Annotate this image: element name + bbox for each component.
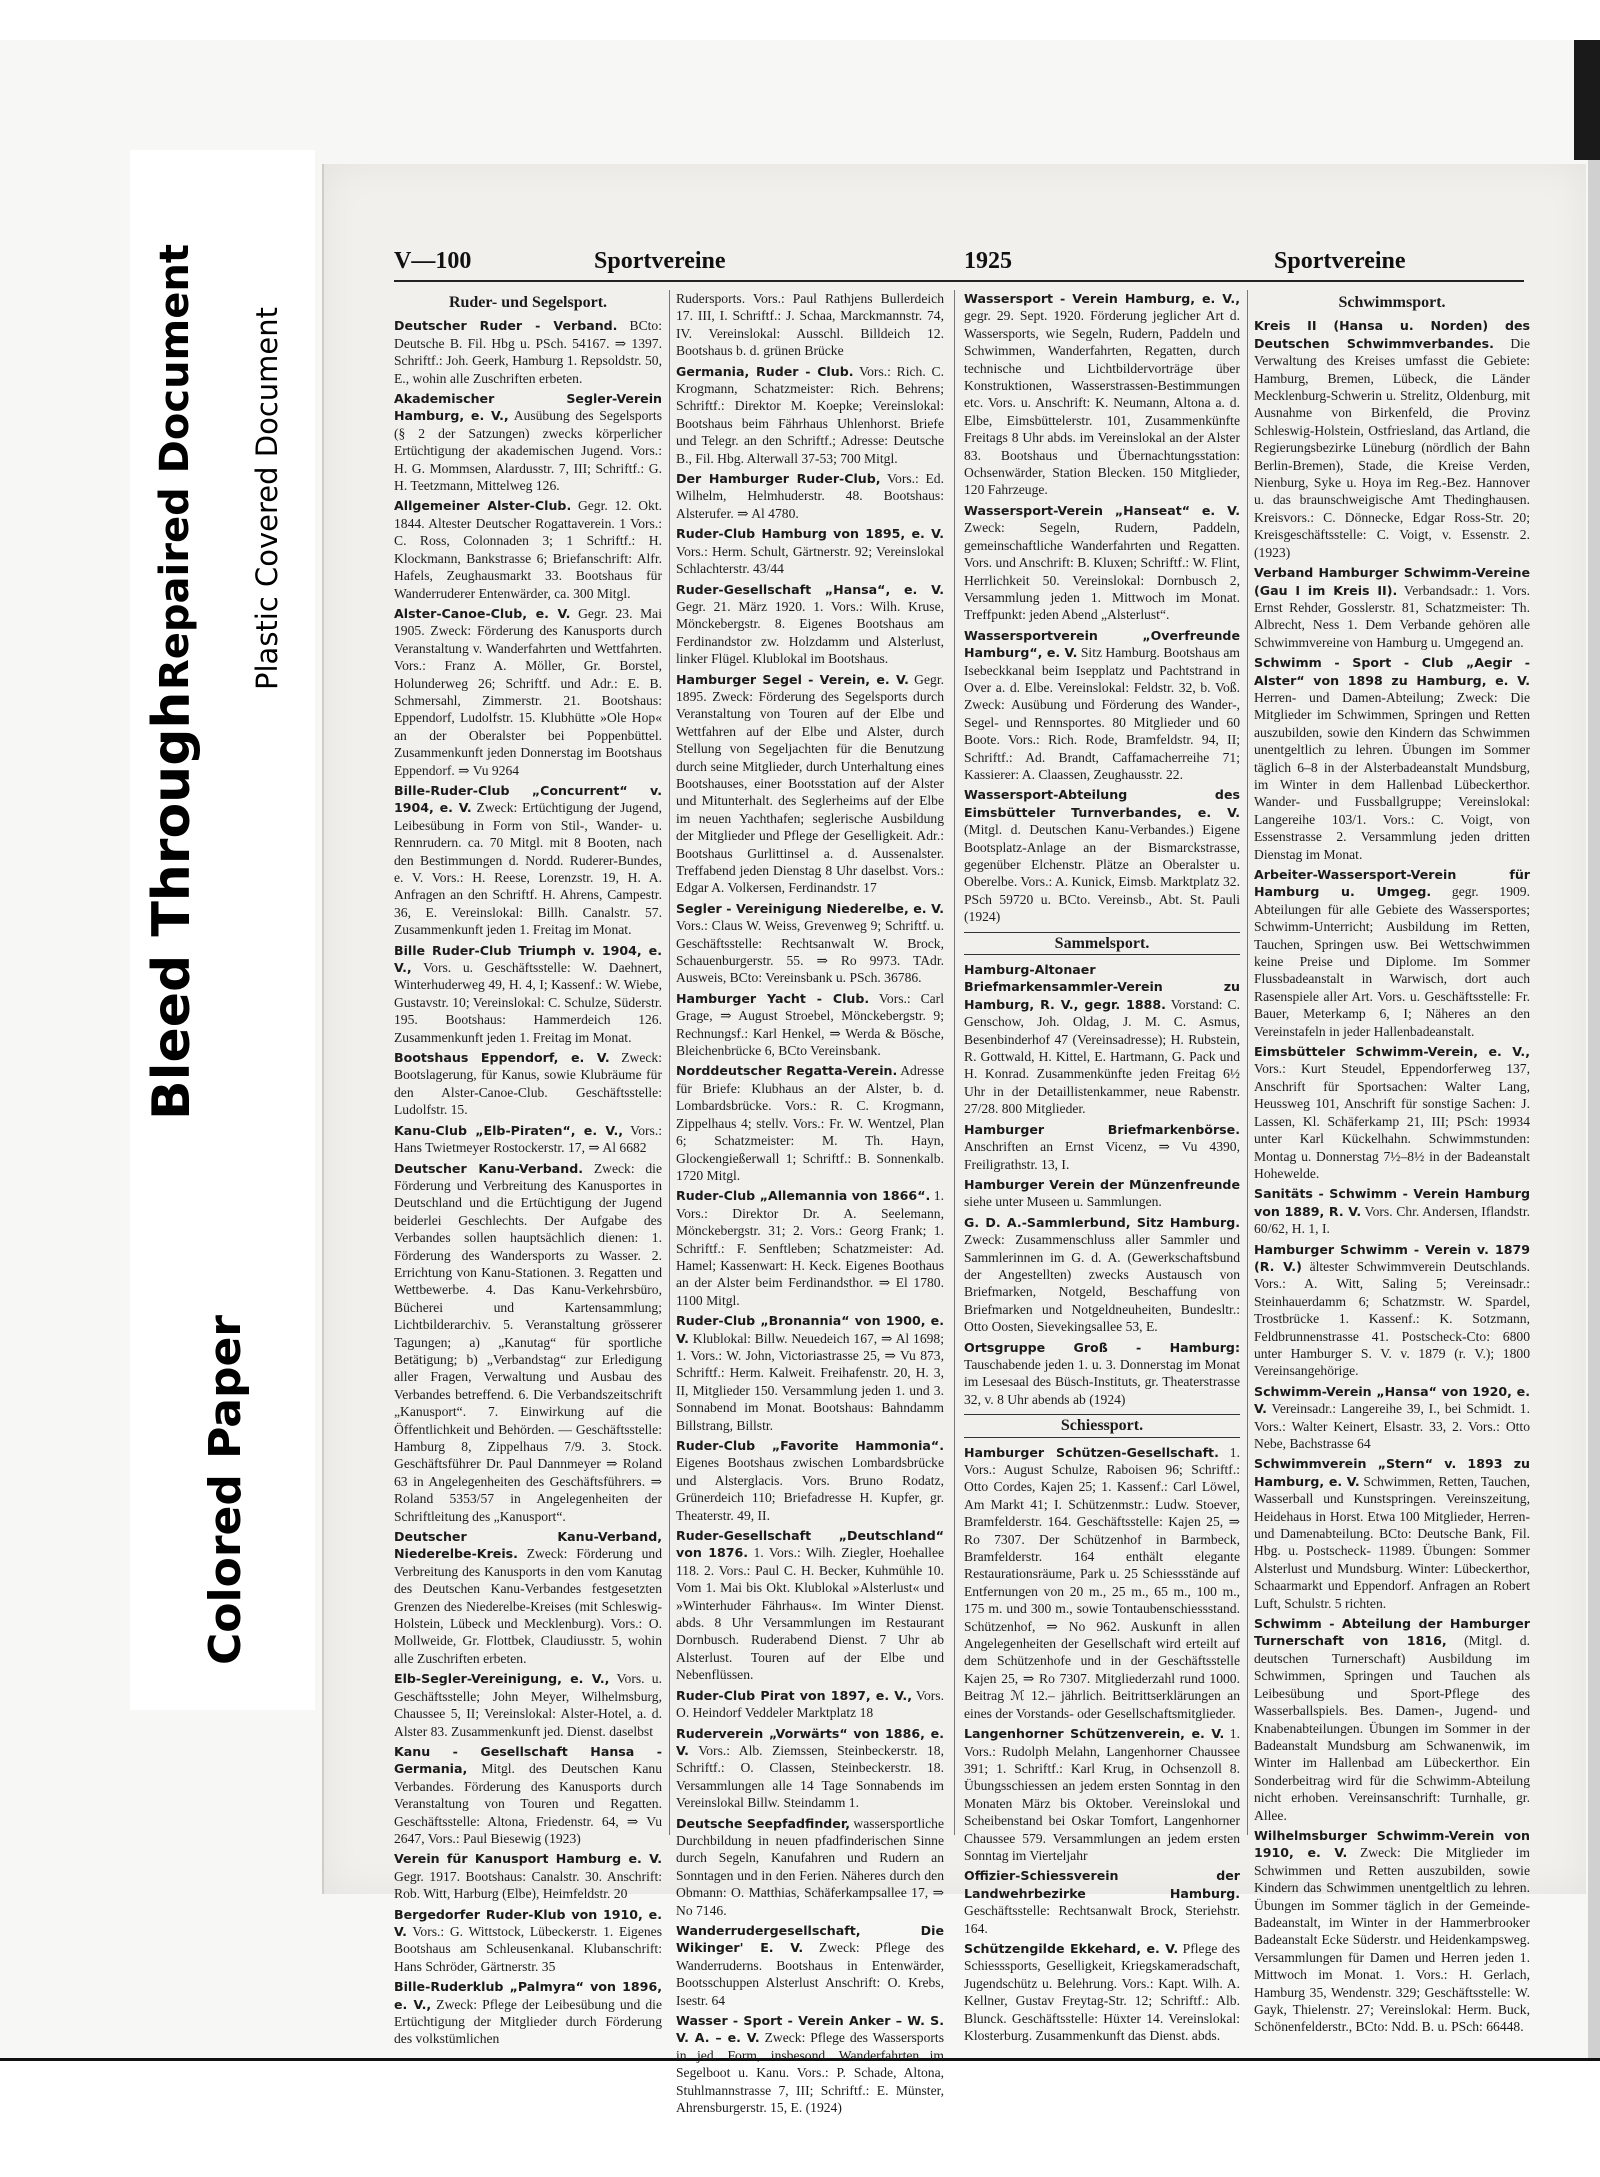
directory-entry	[1254, 1827, 1530, 2036]
entry-name: Hamburger Yacht - Club.	[676, 990, 870, 1006]
entry-name: Kreis II (Hansa u. Norden) des Deutschen Schwimmverbandes.	[1254, 318, 1530, 351]
entry-name: Sanitäts - Schwimm - Verein Hamburg von 1889, R. V.	[1254, 1186, 1530, 1219]
directory-entry	[394, 1049, 662, 1119]
repaired-document-label: Repaired Document	[152, 244, 198, 690]
entry-name: Norddeutscher Regatta-Verein.	[676, 1063, 898, 1079]
entry-text: BCto: Deutsche B. Fil. Hbg u. PSch. 54167. ⇒ 1397. Schriftf.: Joh. Geerk, Hamburg 1. Repsoldstr. 50, E., wohin alle Zuschriften erbeten.	[394, 318, 662, 386]
entry-name: Hamburger Verein der Münzenfreunde	[964, 1176, 1240, 1192]
entry-name: Alster-Canoe-Club, e. V.	[394, 605, 571, 621]
entry-name: Elb-Segler-Vereinigung, e. V.,	[394, 1671, 610, 1687]
entry-name: Verein für Kanusport Hamburg e. V.	[394, 1851, 662, 1867]
entry-text: Tauschabende jeden 1. u. 3. Donnerstag im Monat im Lesesaal des Büsch-Instituts, gr. Theaterstrasse 32, v. 8 Uhr abends ab (1924)	[964, 1356, 1240, 1407]
entry-text: Vors.: Alb. Ziemssen, Steinbeckerstr. 18, Schriftf.: O. Classen, Steinbeckerstr. 18. Versammlungen alle 14 Tage Sonnabends im Vereinslokal Billw. Steindamm 1.	[676, 1742, 944, 1811]
directory-entry	[676, 470, 944, 522]
entry-text: Vors.: Herm. Schult, Gärtnerstr. 92; Vereinslokal Schlachterstr. 43/44	[676, 543, 944, 577]
entry-text: Geschäftsstelle: Rechtsanwalt Brock, Steriehstr. 164.	[964, 1903, 1240, 1936]
entry-name: Ruder-Club Hamburg von 1895, e. V.	[676, 526, 944, 542]
entry-name: Wanderrudergesellschaft, Die Wikinger' E. V.	[676, 1922, 944, 1956]
directory-entry	[676, 525, 944, 577]
directory-entry	[676, 363, 944, 467]
entry-text: ältester Schwimmverein Deutschlands. Vors.: A. Witt, Saling 5; Vereinsadr.: Steinhauerdamm 6; Schatzmstr. W. Spardel, Trostbrücke 1. Kassenf.: K. Sotzmann, Feldbrunnenstrasse 41. Postscheck-Cto: 6800 unter Hamburger S. V. v. 1879 (r. V.); 1800 Vereinsangehörige.	[1254, 1258, 1530, 1379]
directory-entry	[676, 671, 944, 897]
scan-edge-shadow	[1574, 40, 1600, 160]
entry-text: gegr. 1909. Abteilungen für alle Gebiete des Wassersportes; Schwimm-Unterricht; Ausbildung im Retten, Tauchen, Springen usw. Bei Wettschwimmen keine Preise und Diplome. Im Sommer Flussbadeanstalt in Warwisch, dort auch Rasenspiele aller Art. Vors. u. Geschäftsstelle: Fr. Bauer, Meterkamp 6, I; Näheres an den Vereinstafeln in jeder Hallenbadeanstalt.	[1254, 884, 1530, 1039]
entry-text: Zweck: Die Mitglieder im Schwimmen und Retten auszubilden, sowie Kindern das Schwimmen unentgeltlich zu lehren. Übungen im Sommer täglich in der Gemeinde-Badeanstalt, im Winter in der Hammerbrooker Badeanstalt Ecke Süderstr. und Heidenkampsweg. Versammlungen für Damen und Herren jeden 1. Mittwoch im Monat. 1. Vors.: H. Gerlach, Hamburg 35, Wendenstr. 329; Geschäftsstelle: W. Gayk, Thielenstr. 27; Vereinslokal: Herm. Buck, Schönenfelderstr., BCto: Ndd. B. u. PSch: 66448.	[1254, 1845, 1530, 2035]
column-2	[676, 290, 945, 2116]
column-divider	[669, 290, 670, 1835]
entry-text: 1. Vors.: August Schulze, Raboisen 96; Schriftf.: Otto Cordes, Kajen 25; 1. Kassenf.: Carl Löwel, Am Markt 41; I. Schützenmstr.: Ludw. Stoever, Bramfelderstr. 164. Geschäftsstelle: Kajen 25, ⇒ Ro 7307. Der Schützenhof in Barmbeck, Bramfelderstr. 164 enthält elegante Restaurationsräume, Park u. 25 Schiessstände auf Entfernungen von 20 m., 25 m., 65 m., 100 m., 175 m. und 300 m., sowie Tontaubenschiessstand. Schützenhof, ⇒ No 962. Auskunft in allen Angelegenheiten der Gesellschaft wird erteilt auf dem Schützenhofe und in der Geschäftsstelle Kajen 25, ⇒ Ro 7307. Mitgliederzahl rund 1000. Beitrag ℳ 12.– jährlich. Beitrittserklärungen an eines der Vorstands- oder Gesellschaftsmitglieder.	[964, 1444, 1240, 1721]
section-heading-schiess: Schiessport.	[964, 1414, 1240, 1437]
entry-text: Schwimmen, Retten, Tauchen, Wasserball und Kunstspringen. Vereinszeitung, Heidehaus in Horst. Etwa 100 Mitglieder, Herren- und Damenabteilung. BCto: Deutsche Bank, Fil. Hbg. u. Postscheck- 11989. Übungen: Sommer Alsterlust und Mundsburg. Winter: Lübeckerthor, Schaarmarkt und Eppendorf. Anfragen an Robert Luft, Schulstr. 5 richten.	[1254, 1473, 1531, 1611]
entry-name: Hamburger Schwimm - Verein v. 1879 (R. V.)	[1254, 1241, 1530, 1274]
entry-text: Zweck: Ertüchtigung der Jugend, Leibesübung in Form von Stil-, Wander- u. Rennrudern. ca. 70 Mitgl. mit 8 Booten, nach den Bestimmungen d. Nordd. Ruderer-Bundes, e. V. Vors.: H. Reese, Lorenzstr. 19, H. A. Anfragen an den Schriftf. H. Ahrens, Campestr. 36, E. Vereinslokal: Billh. Canalstr. 57. Zusammenkunft jeden 1. Freitag im Monat.	[394, 800, 662, 938]
entry-text: (Mitgl. d. Deutschen Kanu-Verbandes.) Eigene Bootsplatz-Anlage an der Bismarckstrasse, gegenüber Elchenstr. Plätze an Oberalster u. Oberelbe. Vors.: A. Kunick, Eimsb. Marktplatz 32. PSch 59720 u. BCto. Vereinsb., Abt. St. Pauli (1924)	[964, 822, 1240, 925]
directory-entry	[394, 1122, 662, 1157]
directory-entry	[1254, 1241, 1530, 1380]
entry-name: Wilhelmsburger Schwimm-Verein von 1910, e. V.	[1254, 1827, 1530, 1861]
entry-text: Verbandsadr.: 1. Vors. Ernst Rehder, Gosslerstr. 81, Schatzmeister: Th. Albrecht, Ness 1. Dem Verbande gehören alle Schwimmvereine von Hamburg u. Umgegend an.	[1254, 582, 1530, 650]
entry-name: Deutscher Kanu-Verband, Niederelbe-Kreis.	[394, 1529, 662, 1562]
entry-text: Zweck: Pflege des Wanderruderns. Bootshaus in Entenwärder, Bootsschuppen Alsterlust Anschrift: O. Krebs, Isestr. 64	[676, 1940, 944, 2008]
entry-text: (Mitgl. d. deutschen Turnerschaft) Ausbildung im Schwimmen, Springen und Tauchen als Leibesübung und Sport-Pflege des Wasserballspiels. Bes. Damen-, Jugend- und Knabenabteilungen. Übungen im Sommer in der Badeanstalt Mundsburg am Schwanenwik, im Winter im Hallenbad am Lübeckerthor. Ein Sonderbeitrag wird für die Schwimm-Abteilung nicht erhoben. Vereinsanschrift: Turnhalle, gr. Allee.	[1254, 1633, 1530, 1823]
entry-text: Vors. u. Geschäftsstelle: W. Daehnert, Winterhuderweg 49, H. 4, I; Kassenf.: W. Wiebe, Gustavstr. 10; Vereinslokal: C. Schulze, Süderstr. 195. Bootshaus: Hammerdeich 126. Zusammenkunft jeden 1. Freitag im Monat.	[394, 960, 662, 1045]
entry-name: Bergedorfer Ruder-Klub von 1910, e. V.	[394, 1906, 662, 1939]
entry-name: Ortsgruppe Groß - Hamburg:	[964, 1339, 1240, 1355]
directory-entry	[964, 1725, 1240, 1864]
directory-entry	[964, 1444, 1240, 1723]
header-left-title: Sportvereine	[594, 248, 726, 274]
entry-text: Gegr. 21. März 1920. 1. Vors.: Wilh. Kruse, Mönckebergstr. 8. Eigenes Bootshaus am Ferdinandstor zw. Holzdamm und Alsterlust, linker Flügel. Klublokal im Bootshaus.	[676, 598, 944, 667]
entry-name: Deutscher Kanu-Verband.	[394, 1160, 584, 1176]
entry-text: Zweck: Pflege der Leibesübung und die Ertüchtigung der Mitglieder durch Förderung des volkstümlichen	[394, 1996, 662, 2047]
directory-entry	[964, 290, 1240, 499]
entry-name: Hamburger Briefmarkenbörse.	[964, 1121, 1240, 1137]
entry-name: Ruder-Gesellschaft „Hansa“, e. V.	[676, 581, 944, 597]
entry-text: Eigenes Bootshaus zwischen Lombardsbrücke und Alsterglacis. Vors. Bruno Rodatz, Grünerdeich 110; Briefadresse H. Kupfer, gr. Theaterstr. 49, II.	[676, 1455, 944, 1523]
entry-text: Mitgl. des Deutschen Kanu Verbandes. Förderung des Kanusports durch Veranstaltung von Touren und Regatten. Geschäftsstelle: Altona, Friedenstr. 64, ⇒ Vu 2647, Vors.: Paul Biesewig (1923)	[394, 1761, 662, 1846]
directory-entry	[676, 1312, 944, 1434]
directory-entry	[676, 1527, 944, 1684]
directory-entry	[1254, 317, 1530, 561]
entry-name: Bille Ruder-Club Triumph v. 1904, e. V.,	[394, 942, 662, 976]
entry-name: Hamburger Schützen-Gesellschaft.	[964, 1444, 1219, 1460]
page-number: V—100	[394, 248, 472, 274]
header-right-title: Sportvereine	[1274, 248, 1406, 274]
entry-name: Kanu-Club „Elb-Piraten“, e. V.,	[394, 1122, 624, 1138]
directory-entry	[1254, 1185, 1530, 1237]
entry-text: Zweck: die Förderung und Verbreitung des Kanusportes in Deutschland und die Ertüchtigung der Jugend beiderlei Geschlechts. Der Aufgabe des Verbandes sollen hauptsächlich dienen: 1. Förderung des Wandersports zu Wasser. 2. Errichtung von Kanu-Stationen. 3. Regatten und Wettbewerbe. 4. Das Kanu-Verkehrsbüro, Bücherei und Kartensammlung; Lichtbilderarchiv. 5. Veranstaltung grösserer Tagungen; a) „Kanutag“ für sportliche Betätigung; b) „Verbandstag“ zur Erledigung aller Fragen, Verwaltung und Ausbau des Verbandes betreffend. 6. Die Verbandszeitschrift „Kanusport“. 7. Einwirkung auf die Öffentlichkeit und Behörden. — Geschäftsstelle: Hamburg 8, Zippelhaus 7/9. 3. Stock. Geschäftsführer Dr. Paul Dannmeyer ⇒ Roland 63 in Angelegenheiten des Geschäftsführers. ⇒ Roland 5353/57 in Angelegenheiten der Schriftleitung des „Kanusport“.	[394, 1160, 662, 1524]
directory-entry	[394, 1743, 662, 1847]
entry-name: G. D. A.-Sammlerbund, Sitz Hamburg.	[964, 1214, 1240, 1230]
directory-entry	[676, 1062, 944, 1184]
directory-entry	[1254, 1455, 1530, 1612]
entry-name: Allgemeiner Alster-Club.	[394, 498, 572, 514]
entry-name: Langenhorner Schützenverein, e. V.	[964, 1726, 1225, 1742]
directory-entry	[1254, 1043, 1530, 1182]
entry-text: Zweck: Bootslagerung, für Kanus, sowie Klubräume für den Alster-Canoe-Club. Geschäftsstelle: Ludolfstr. 15.	[394, 1050, 662, 1118]
directory-entry	[964, 1176, 1240, 1211]
entry-name: Deutscher Ruder - Verband.	[394, 318, 618, 334]
entry-text: wassersportliche Durchbildung in neuen pfadfinderischen Sinne durch Segeln, Kanufahren und Rudern an Sonntagen und in den Ferien. Näheres durch den Obmann: O. Matthias, Schäferkampsallee 17, ⇒ No 7146.	[676, 1815, 945, 1918]
entry-name: Der Hamburger Ruder-Club,	[676, 471, 881, 487]
entry-text: Vors.: Carl Grage, ⇒ August Stroebel, Mönckebergstr. 9; Rechnungsf.: Karl Henkel, ⇒ Werda & Bösche, Bleichenbrücke 6, BCto Vereinsbank.	[676, 990, 944, 1059]
directory-entry	[676, 581, 944, 668]
entry-name: Germania, Ruder - Club.	[676, 363, 854, 379]
entry-text: Zweck: Zusammenschluss aller Sammler und Sammlerinnen im G. d. A. (Gewerkschaftsbund der Angestellten) zwecks Austausch von Briefmarken, Notgeld, Beschaffung von Briefmarken und Notgeldneuheiten, Bundesltr.: Otto Oosten, Sievekingsallee 53, E.	[964, 1232, 1240, 1335]
document-page	[322, 164, 1586, 2116]
directory-entry	[394, 390, 662, 494]
header-year: 1925	[964, 248, 1012, 274]
column-3	[964, 290, 1241, 2043]
entry-text: Klublokal: Billw. Neuedeich 167, ⇒ Al 1698; 1. Vors.: W. John, Victoriastrasse 25, ⇒ Vu 873, Schriftf.: Herm. Kalweit. Freihafenstr. 20, H. 3, II, Mitglieder 150. Versammlung jeden 1. und 3. Sonnabend im Monat. Bootshaus: Bahndamm Billstrang, Billstr.	[676, 1330, 944, 1433]
entry-text: Anschriften an Ernst Vicenz, ⇒ Vu 4390, Freiligrathstr. 13, I.	[964, 1139, 1240, 1172]
entry-name: Wassersportverein „Overfreunde Hamburg“, e. V.	[964, 627, 1240, 661]
directory-entry	[676, 1725, 944, 1812]
section-heading-sammel: Sammelsport.	[964, 932, 1240, 955]
directory-entry	[394, 942, 662, 1046]
column-4	[1254, 290, 1531, 2035]
entry-name: Ruder-Gesellschaft „Deutschland“ von 1876.	[676, 1528, 944, 1561]
entry-text: gegr. 29. Sept. 1920. Förderung jeglicher Art d. Wassersports, wie Segeln, Rudern, Paddeln und Schwimmen, Wanderfahrten, Regatten, durch technische und Lichtbildervorträge über Konstruktionen, Wasserstrassen-Bestimmungen etc. Vors. u. Anschrift: K. Neumann, Altona a. d. Elbe, Eimsbüttelerstr. 101, Zusammenkünfte Freitags 8 Uhr abds. im Vereinslokal an der Alster 83. Bootshaus und Übernachtungsstation: Ochsenwärder, Station Blecken. 150 Mitglieder, 120 Fahrzeuge.	[964, 308, 1240, 498]
column-1	[394, 290, 663, 2047]
entry-text: Gegr. 12. Okt. 1844. Altester Deutscher Rogattaverein. 1 Vors.: C. Ross, Colonnaden 3; 1 Schriftf.: H. Klockmann, Bankstrasse 6; Briefanschrift: Alfr. Hafels, Zeughausmarkt 33. Bootshaus für Wanderruderer Entenwärder, ca. 300 Mitgl.	[394, 498, 662, 601]
entry-name: Kanu - Gesellschaft Hansa - Germania,	[394, 1743, 662, 1777]
directory-entry	[1254, 654, 1530, 863]
directory-entry	[964, 502, 1240, 624]
entry-name: Deutsche Seepfadfinder,	[676, 1815, 850, 1831]
entry-name: Offizier-Schiessverein der Landwehrbezirke Hamburg.	[964, 1868, 1240, 1901]
directory-entry	[964, 786, 1240, 925]
plastic-covered-label: Plastic Covered Document	[250, 306, 284, 690]
entry-name: Hamburger Segel - Verein, e. V.	[676, 671, 909, 687]
column-divider	[954, 290, 955, 1835]
entry-name: Arbeiter-Wassersport-Verein für Hamburg u. Umgeg.	[1254, 867, 1530, 900]
entry-text: Vors.: Hans Twietmeyer Rostockerstr. 17, ⇒ Al 6682	[394, 1122, 662, 1156]
directory-entry	[1254, 1615, 1530, 1824]
directory-entry	[964, 961, 1240, 1118]
section-heading-ruder: Ruder- und Segelsport.	[448, 294, 608, 311]
directory-entry	[964, 1867, 1240, 1937]
entry-text: Vorstand: C. Genschow, Joh. Oldag, J. M. C. Asmus, Besenbinderhof 47 (Vereinsadresse); H. Rubstein, R. Gottwald, H. Kittel, E. Hartmann, G. Pack und H. Konrad. Zusammenkünfte jeden Freitag 6½ Uhr in der Detaillistenkammer, neue Rabenstr. 27/28. 800 Mitglieder.	[964, 996, 1241, 1117]
entry-text: Vors. O. Heindorf Veddeler Marktplatz 18	[676, 1687, 944, 1721]
directory-entry	[1254, 1383, 1530, 1453]
entry-text: Vors.: Rich. C. Krogmann, Schatzmeister: Rich. Behrens; Schriftf.: Direktor M. Koepke; Vereinslokal: Bootshaus beim Fährhaus Uhlenhorst. Briefe und Telegr. an den Schriftf.; Adresse: Deutsche B., Fil. Hbg. Alterwall 37-53; 700 Mitgl.	[676, 363, 944, 466]
entry-text: Adresse für Briefe: Klubhaus an der Alster, b. d. Lombardsbrücke. Vors.: R. C. Krogmann, Zippelhaus 4; stellv. Vors.: Fr. W. Wentzel, Plan 6; Schatzmeister: M. Th. Hayn, Glockengießerwall 1; Schriftf.: B. Sonnenkalb. 1720 Mitgl.	[676, 1063, 944, 1183]
directory-entry	[394, 1528, 662, 1667]
scan-edge-strip	[1588, 160, 1600, 2060]
directory-entry	[964, 1214, 1240, 1336]
entry-name: Segler - Vereinigung Niederelbe, e. V.	[676, 900, 944, 916]
entry-text: Vors.: Kurt Steudel, Eppendorferweg 137, Anschrift für Sportsachen: Walter Lang, Heussweg 101, Anschrift für sonstige Sachen: J. Lassen, Kl. Schäferkamp 21, III; PSch: 19934 unter Karl Kückelhahn. Schwimmstunden: Montag u. Donnerstag 7½–8½ in der Badeanstalt Hohewelde.	[1254, 1061, 1530, 1181]
directory-entry	[1254, 564, 1530, 651]
directory-entry	[394, 497, 662, 601]
entry-name: Schwimm - Sport - Club „Aegir - Alster“ von 1898 zu Hamburg, e. V.	[1254, 655, 1530, 688]
directory-entry	[676, 290, 944, 360]
directory-entry	[394, 605, 662, 779]
entry-text: Vereinsadr.: Langereihe 39, I., bei Schmidt. 1. Vors.: Walter Keinert, Elsastr. 33, 2. Vors.: Otto Nebe, Bachstrasse 64	[1254, 1401, 1531, 1451]
entry-text: Herren- und Damen-Abteilung; Zweck: Die Mitglieder im Schwimmen, Springen und Retten auszubilden, sowie den Kindern das Schwimmen unentgeltlich zu lehren. Übungen im Sommer täglich 6–8 in der Alsterbadeanstalt Mundsburg, im Winter in dem Hallenbad Lübeckerthor. Wander- und Fussballgruppe; Vereinslokal: Langereihe 103/1. Vors.: C. Voigt, von Essenstrasse 2. Versammlung jeden dritten Dienstag im Monat.	[1254, 689, 1530, 862]
directory-entry	[964, 1940, 1240, 2044]
entry-text: Vors.: Claus W. Weiss, Grevenweg 9; Schriftf. u. Geschäftsstelle: Rechtsanwalt W. Brock, Schauenburgerstr. 55. ⇒ Ro 9973. TAdr. Ausweis, BCto: Vereinsbank u. PSch. 36786.	[676, 918, 944, 986]
colored-paper-label: Colored Paper	[200, 1315, 251, 1665]
entry-name: Schwimm - Abteilung der Hamburger Turnerschaft von 1816,	[1254, 1616, 1530, 1649]
directory-entry	[394, 1850, 662, 1902]
bleed-through-label: Bleed Through	[142, 691, 202, 1120]
page-header	[394, 246, 1524, 282]
entry-name: Bille-Ruder-Club „Concurrent“ v. 1904, e. V.	[394, 782, 662, 816]
entry-name: Schützengilde Ekkehard, e. V.	[964, 1940, 1179, 1956]
directory-entry	[394, 1160, 662, 1526]
entry-text: Ausübung des Segelsports (§ 2 der Satzungen) zwecks körperlicher Ertüchtigung der akademischen Jugend. Vors.: H. G. Mommsen, Alardusstr. 7, III; Schriftf.: G. H. Teetzmann, Mittelweg 126.	[394, 408, 662, 494]
entry-name: Ruder-Club Pirat von 1897, e. V.,	[676, 1687, 912, 1703]
directory-entry	[964, 1339, 1240, 1409]
entry-name: Wassersport - Verein Hamburg, e. V.,	[964, 291, 1240, 306]
entry-text: Vors.: G. Wittstock, Lübeckerstr. 1. Eigenes Bootshaus am Schleusenkanal. Klubanschrift: Hans Schröder, Gärtnerstr. 35	[394, 1923, 662, 1974]
entry-text: Rudersports. Vors.: Paul Rathjens Bullerdeich 17. III, I. Schriftf.: J. Schaa, Marckmannstr. 74, IV. Vereinslokal: Ausschl. Billdeich 12. Bootshaus b. d. grünen Brücke	[676, 291, 944, 359]
entry-name: Wassersport-Abteilung des Eimsbütteler Turnverbandes, e. V.	[964, 787, 1240, 820]
directory-entry	[676, 1187, 944, 1309]
entry-text: Die Verwaltung des Kreises umfasst die Gebiete: Hamburg, Bremen, Lübeck, die Länder Mecklenburg-Schwerin u. Strelitz, Oldenburg, mit Ausnahme von Birkenfeld, die Provinz Schleswig-Holstein, Ostfriesland, das Artland, die Regierungsbezirke Lüneburg (nördlich der Bahn Berlin-Bremen), Stade, die Kreise Verden, Nienburg, Syke u. Hoya im Reg.-Bez. Hannover u. das braunschweigische Amt Thedinghausen. Kreisvors.: C. Dönnecke, Edgar Ross-Str. 20; Kreisgeschäftsstelle: C. Voigt, v. Essenstr. 2. (1923)	[1254, 335, 1530, 560]
column-divider	[1247, 290, 1248, 1835]
entry-text: Gegr. 1917. Bootshaus: Canalstr. 30. Anschrift: Rob. Witt, Harburg (Elbe), Heimfeldstr. 20	[394, 1868, 662, 1902]
entry-name: Hamburg-Altonaer Briefmarkensammler-Verein zu Hamburg, R. V., gegr. 1888.	[964, 962, 1240, 1012]
entry-name: Ruder-Club „Bronannia“ von 1900, e. V.	[676, 1313, 944, 1346]
entry-name: Verband Hamburger Schwimm-Vereine (Gau I im Kreis II).	[1254, 565, 1530, 598]
entry-name: Bille-Ruderklub „Palmyra“ von 1896, e. V.,	[394, 1979, 662, 2012]
entry-text: 1. Vors.: Wilh. Ziegler, Hoehallee 118. 2. Vors.: Paul C. H. Becker, Kuhmühle 10. Vom 1. Mai bis Okt. Klublokal »Alsterlust« und »Winterhuder Fährhaus«. Im Winter Dienst. abds. 8 Uhr Versammlungen im Restaurant Dornbusch. Ruderabend Dienst. 7 Uhr ab Alsterlust. Touren auf der Elbe und Nebenflüssen.	[676, 1545, 945, 1683]
entry-text: Pflege des Schiesssports, Geselligkeit, Kriegskameradschaft, Jugendschütz u. Belehrung. Vors.: Kapt. Wilh. A. Kellner, Gustav Freytag-Str. 12; Schriftf.: Alb. Blunck. Geschäftsstelle: Hüxter 14. Vereinslokal: Klosterburg. Zusammenkunft das Dienst. abds.	[964, 1940, 1240, 2043]
directory-entry	[1254, 866, 1530, 1040]
entry-text: Gegr. 23. Mai 1905. Zweck: Förderung des Kanusports durch Veranstaltung v. Wanderfahrten und Wettfahrten. Vors.: Franz A. Möller, Gr. Borstel, Holunderweg 26; Schriftf. und Adr.: E. B. Schmersahl, Zimmerstr. 21. Bootshaus: Eppendorf, Ludolfstr. 15. Klubhütte »Ole Hop« an der Oberalster bei Poppenbüttel. Zusammenkunft jeden Donnerstag im Bootshaus Eppendorf. ⇒ Vu 9264	[394, 605, 662, 778]
entry-name: Akademischer Segler-Verein Hamburg, e. V.,	[394, 391, 662, 424]
entry-name: Bootshaus Eppendorf, e. V.	[394, 1050, 610, 1066]
directory-entry	[394, 782, 662, 939]
entry-name: Wasser - Sport - Verein Anker – W. S. V. A. – e. V.	[676, 2013, 944, 2046]
entry-text: Zweck: Segeln, Rudern, Paddeln, gemeinschaftliche Wanderfahrten und Regatten. Vors. und Anschrift: B. Kluxen; Schriftf.: W. Flint, Herrlichkeit 50. Vereinslokal: Dornbusch 2, Versammlung jeden 1. Mittwoch im Monat. Treffpunkt: jeden Abend „Alsterlust“.	[964, 520, 1240, 623]
entry-text: Zweck: Förderung und Verbreitung des Kanusports in den vom Kanutag des Deutschen Kanu-Verbandes festgesetzten Grenzen des Niederelbe-Kreises (mit Schleswig-Holstein, Lübeck und Mecklenburg). Vors.: O. Mollweide, Gr. Flottbek, Claudiusstr. 5, wohin alle Zuschriften erbeten.	[394, 1546, 662, 1666]
entry-name: Ruderverein „Vorwärts“ von 1886, e. V.	[676, 1725, 944, 1758]
section-heading-schwimm: Schwimmsport.	[1338, 294, 1446, 311]
directory-entry	[676, 1437, 944, 1524]
directory-entry	[676, 1687, 944, 1722]
entry-name: Eimsbütteler Schwimm-Verein, e. V.,	[1254, 1044, 1530, 1060]
entry-text: 1. Vors.: Direktor Dr. A. Seelemann, Mönckebergstr. 31; 2. Vors.: Georg Frank; 1. Schriftf.: F. Senftleben; Schatzmeister: Ad. Hamel; Kassenwart: H. Keck. Eigenes Boothaus an der Alster beim Ferdinandsthor. ⇒ El 1780. 1100 Mitgl.	[676, 1188, 944, 1308]
entry-text: 1. Vors.: Rudolph Melahn, Langenhorner Chaussee 391; 1. Schriftf.: Karl Krug, in Ochsenzoll 8. Übungsschiessen an jedem ersten Sonntag in den Monaten März bis Oktober. Vereinslokal und Scheibenstand bei Oskar Tomfort, Langenhorner Chaussee 579. Versammlungen an jedem ersten Sonntag im Vierteljahr	[964, 1726, 1240, 1863]
directory-entry	[676, 1922, 944, 2009]
entry-name: Schwimmverein „Stern“ v. 1893 zu Hamburg, e. V.	[1254, 1456, 1530, 1489]
entry-name: Schwimm-Verein „Hansa“ von 1920, e. V.	[1254, 1383, 1530, 1417]
directory-entry	[394, 1978, 662, 2048]
directory-entry	[394, 1670, 662, 1740]
directory-entry	[964, 627, 1240, 784]
entry-name: Ruder-Club „Allemannia von 1866“.	[676, 1188, 931, 1204]
directory-entry	[676, 1815, 944, 1919]
directory-entry	[676, 900, 944, 987]
entry-text: Vors. Chr. Andersen, Iflandstr. 60/62, H. 1, I.	[1254, 1203, 1531, 1237]
entry-text: Zweck: Pflege des Wassersports in jed. Form, insbesond. Wanderfahrten im Segelboot u. Kanu. Vors.: P. Schade, Altona, Stuhlmannstrasse 7, III; Schriftf.: E. Münster, Ahrensburgerstr. 15, E. (1924)	[676, 2030, 944, 2116]
entry-text: Gegr. 1895. Zweck: Förderung des Segelsports durch Veranstaltung von Touren auf der Elbe und Wettfahren auf der Elbe und Alster, durch Stellung von Segeljachten für die Benutzung durch seine Mitglieder, durch Unterhaltung eines Bootshauses, einer Bootsstation auf der Alster und Mitunterhalt. des Seglerheims auf der Elbe im neuen Yachthafen; seglerische Ausbildung der Mitglieder und Pflege der Geselligkeit. Adr.: Bootshaus Gurlittinsel a. d. Aussenalster. Treffabend jeden Dienstag 8 Uhr daselbst. Vors.: Edgar A. Volkersen, Ferdinandstr. 17	[676, 671, 944, 896]
directory-entry	[676, 2012, 944, 2116]
directory-entry	[964, 1121, 1240, 1173]
entry-text: Vors. u. Geschäftsstelle; John Meyer, Wilhelmsburg, Chaussee 5, II; Vereinslokal: Alster-Hotel, a. d. Alster 83. Zusammenkunft jed. Dienst. daselbst	[394, 1671, 663, 1739]
entry-text: siehe unter Museen u. Sammlungen.	[964, 1194, 1162, 1210]
directory-entry	[394, 317, 662, 387]
entry-text: Vors.: Ed. Wilhelm, Helmhuderstr. 48. Bootshaus: Alsterufer. ⇒ Al 4780.	[676, 471, 944, 521]
directory-entry	[676, 990, 944, 1060]
entry-name: Wassersport-Verein „Hanseat“ e. V.	[964, 502, 1240, 518]
entry-text: Sitz Hamburg. Bootshaus am Isebeckkanal beim Isepplatz und Pachtstrand in Over a. d. Elbe. Vereinslokal: Feldstr. 32, b. Voß. Zweck: Ausübung und Förderung des Wander-, Segel- und Rennsportes. 80 Mitglieder und 60 Boote. Vors.: Rich. Rode, Bramfeldstr. 94, II; Schriftf.: Ad. Brandt, Caffamacherreihe 71; Kassierer: A. Claassen, Zeughausstr. 22.	[964, 645, 1240, 782]
entry-name: Ruder-Club „Favorite Hammonia“.	[676, 1438, 944, 1453]
directory-entry	[394, 1906, 662, 1976]
